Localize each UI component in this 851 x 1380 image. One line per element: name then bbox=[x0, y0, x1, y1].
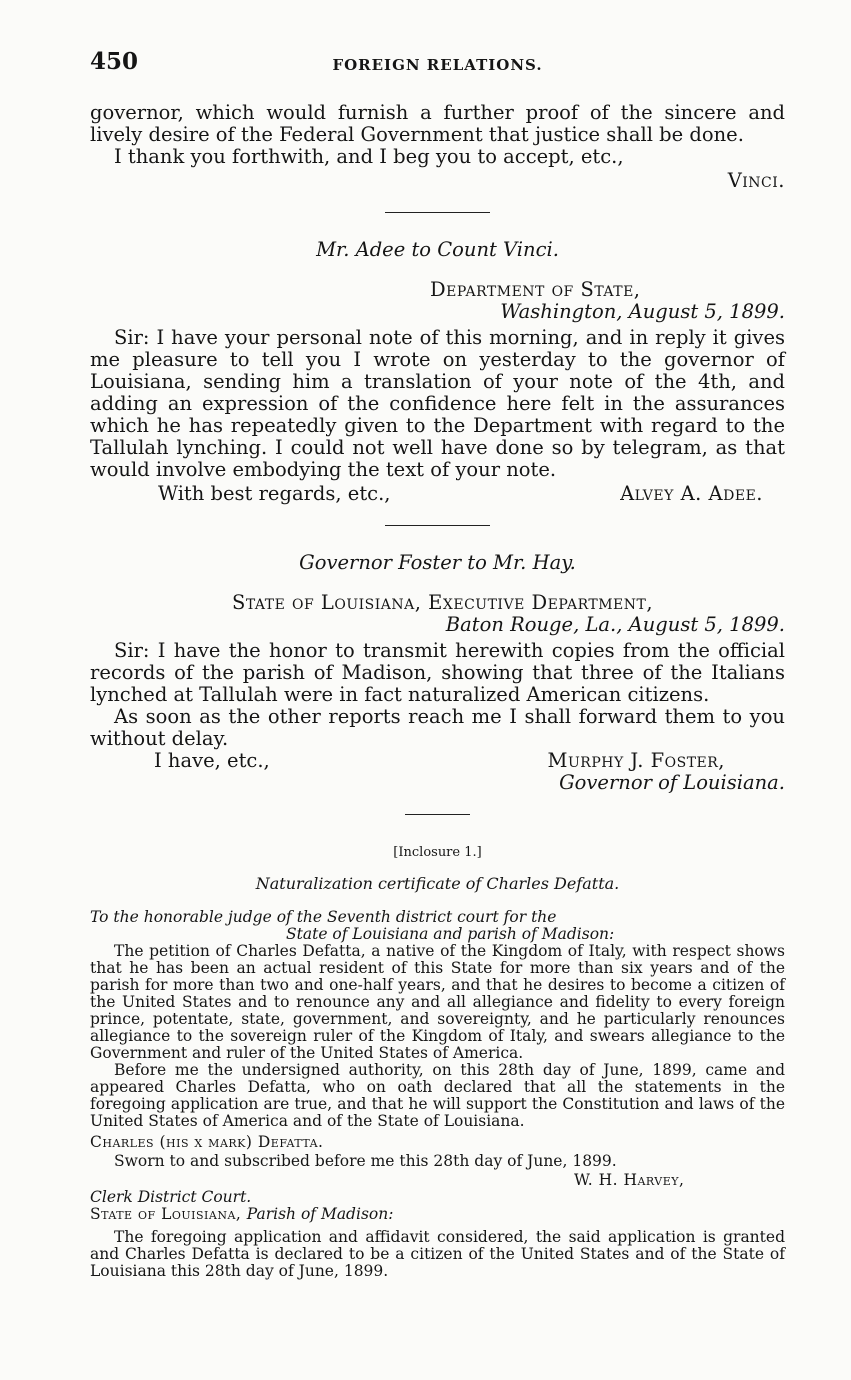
letter-closing: I thank you forthwith, and I beg you to accept, etc., bbox=[114, 145, 624, 168]
adee-signature: Alvey A. Adee. bbox=[620, 482, 763, 505]
foster-letter-heading: Governor Foster to Mr. Hay. bbox=[299, 551, 576, 574]
grant-text: The foregoing application and affidavit considered, the said application is granted and Charles Defatta is declared to be a citizen of the United States and of the State of Louisiana this 28th day of June, 1899. bbox=[90, 1228, 785, 1280]
foster-letter-signoff bbox=[90, 750, 785, 772]
petitioner-mark-signature: Charles (his x mark) Defatta. bbox=[90, 1133, 324, 1151]
foster-letter-body: As soon as the other reports reach me I shall forward them to you without delay. bbox=[90, 705, 785, 750]
foster-title: Governor of Louisiana. bbox=[559, 771, 785, 794]
adee-letter-body: Sir: I have your personal note of this morning, and in reply it gives me pleasure to tell you I wrote on yesterday to the governor of Louisiana, sending him a translation of your note of the 4th, and adding an expression of the confidence here felt in the assurances which he has repeatedly given to the Department with regard to the Tallulah lynching. I could not well have done so by telegram, as that would involve embodying the text of your note. bbox=[90, 326, 785, 481]
running-title: FOREIGN RELATIONS. bbox=[332, 56, 543, 74]
clerk-name: W. H. Harvey, bbox=[574, 1171, 685, 1189]
petition-address: To the honorable judge of the Seventh district court for the bbox=[90, 908, 557, 926]
letter-continuation: governor, which would furnish a further proof of the sincere and lively desire of the Federal Government that justice shall be done. bbox=[90, 101, 785, 146]
adee-letter-closing: With best regards, etc., bbox=[158, 482, 391, 505]
inclosure-heading: Naturalization certificate of Charles Defatta. bbox=[255, 874, 620, 893]
adee-letter-date: Washington, August 5, 1899. bbox=[500, 300, 785, 323]
document-page bbox=[90, 40, 785, 1280]
section-divider bbox=[385, 525, 490, 526]
section-divider bbox=[405, 814, 470, 815]
inclosure-label: [Inclosure 1.] bbox=[393, 845, 482, 860]
foster-letter-closing: I have, etc., bbox=[154, 749, 270, 772]
vinci-signature: Vinci. bbox=[727, 169, 785, 192]
venue-line: State of Louisiana, Parish of Madison: bbox=[90, 1205, 394, 1223]
page-header bbox=[90, 40, 785, 80]
adee-letter-signoff bbox=[90, 483, 785, 505]
clerk-title: Clerk District Court. bbox=[90, 1188, 252, 1206]
affidavit-text: Before me the undersigned authority, on this 28th day of June, 1899, came and appeared Charles Defatta, who on oath declared that all the statements in the foregoing application are true, and that he will support the Constitution and laws of the United States of America and of the State of Louisiana. bbox=[90, 1061, 785, 1130]
petition-address: State of Louisiana and parish of Madison: bbox=[286, 925, 615, 943]
foster-letter-date: Baton Rouge, La., August 5, 1899. bbox=[445, 613, 785, 636]
page-number: 450 bbox=[90, 48, 139, 75]
foster-letter-place: State of Louisiana, Executive Department, bbox=[232, 591, 654, 614]
sworn-statement: Sworn to and subscribed before me this 28th day of June, 1899. bbox=[114, 1152, 617, 1170]
section-divider bbox=[385, 212, 490, 213]
foster-letter-body: Sir: I have the honor to transmit herewith copies from the official records of the parish of Madison, showing that three of the Italians lynched at Tallulah were in fact naturalized American citizens. bbox=[90, 639, 785, 706]
petition-text: The petition of Charles Defatta, a native of the Kingdom of Italy, with respect shows that he has been an actual resident of this State for more than six years and of the parish for more than two and one-half years, and that he desires to become a citizen of the United States and to renounce any and all allegiance and fidelity to every foreign prince, potentate, state, government, and sovereignty, and he particularly renounces allegiance to the sovereign ruler of the Kingdom of Italy, and swears allegiance to the Government and ruler of the United States of America. bbox=[90, 942, 785, 1062]
adee-letter-heading: Mr. Adee to Count Vinci. bbox=[316, 238, 559, 261]
adee-letter-place: Department of State, bbox=[430, 278, 641, 301]
foster-signature: Murphy J. Foster, bbox=[547, 749, 725, 772]
